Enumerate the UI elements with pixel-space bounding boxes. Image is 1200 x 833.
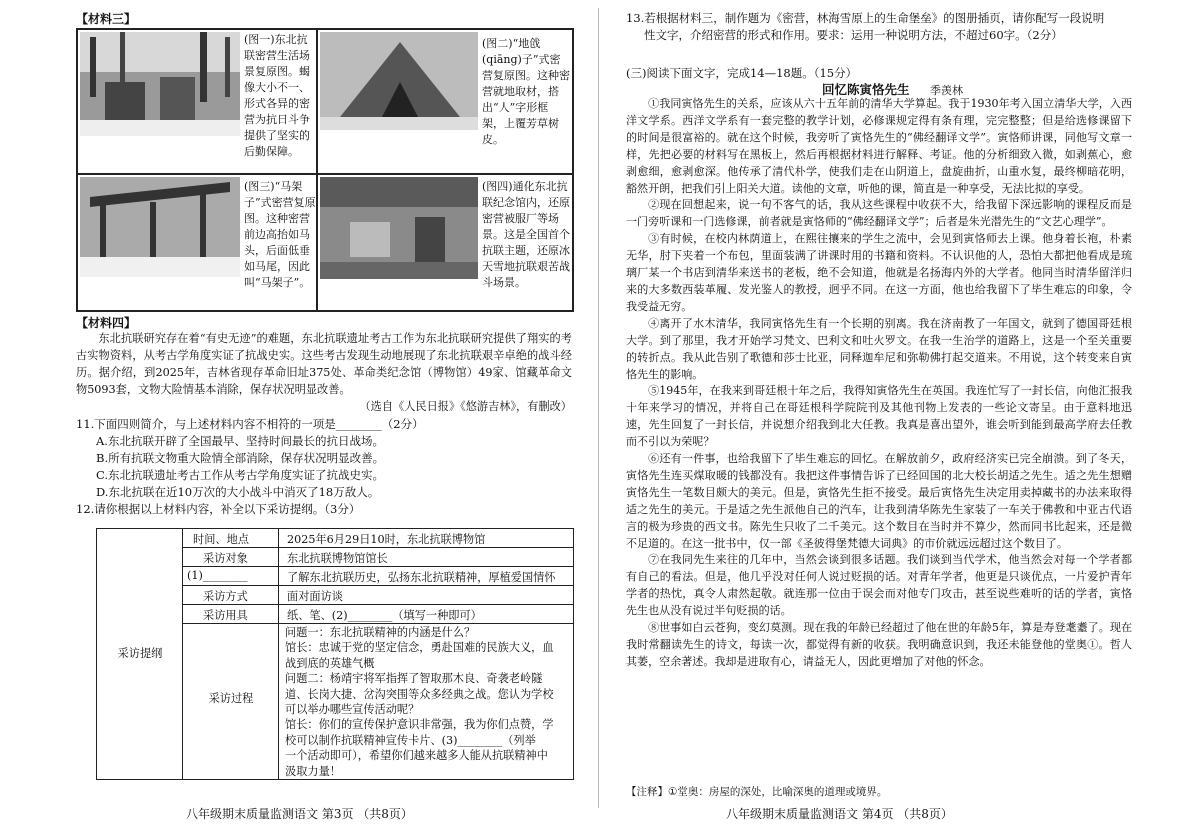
- figure-1-caption-side: (图一)东北抗联密营生活场景复原图。蝎像大小不一、形式各异的密营为抗日斗争提供了坚实的后勤保障。: [244, 33, 310, 158]
- article-author: 季羡林: [930, 84, 963, 97]
- process-line: 问题二：杨靖宇将军指挥了智取那木良、奇袭老岭隧: [285, 672, 543, 686]
- time-place-label: 时间、地点: [193, 533, 249, 546]
- time-place-value: 2025年6月29日10时，东北抗联博物馆: [287, 533, 486, 546]
- article-body: [626, 96, 1132, 671]
- process-line: 道、长岗大捷、岔沟突围等众多经典之战。您认为学校: [285, 687, 554, 701]
- article-paragraph: ⑦在我同先生来往的几年中，当然会谈到很多话题。我们谈到当代学术，他当然会对每一个学者都有自己的看法。但是，他几乎没对任何人说过贬损的话。对青年学者，他更是只谈优点，一片爱护青年学者的热忱，真令人肃然起敬。就连那一位由于误会而对他专门攻击，甚至说些难听的话的学者，寅恪先生也从没有说过半句贬损的话。: [626, 553, 1132, 618]
- figure-1-cell: [77, 29, 317, 174]
- right-page: [600, 0, 1200, 833]
- process-line: 馆长：忠诚于党的坚定信念，勇赴国难的民族大义，血: [285, 641, 554, 655]
- purpose-blank[interactable]: (1)________: [187, 569, 248, 582]
- q11-option-c: C.东北抗联遗址考古工作从考古学角度实证了抗战史实。: [96, 468, 385, 482]
- q11-option-b: B.所有抗联文物重大险情全部消除，保存状况明显改善。: [96, 451, 385, 465]
- process-label-cell: [183, 624, 279, 779]
- row-purpose: [183, 567, 573, 586]
- footnote: 【注释】①堂奥：房屋的深处，比喻深奥的道理或境界。: [626, 786, 888, 798]
- article-paragraph: ①我同寅恪先生的关系，应该从六十五年前的清华大学算起。我于1930年考入国立清华大学，入西洋文学系。西洋文学系有一套完整的教学计划，必修课规定得有条有理，完完整整；但是给选修课留下的时间是很富裕的。就在这个时候，我旁听了寅恪先生的“佛经翻译文学”。寅恪师讲课，同他写文章一样，先把必要的材料写在黑板上，然后再根据材料进行解释、考证。他的分析细致入微，如剥蕉心，愈剥愈细，愈剥愈深。他传承了清代朴学，使我们走在山阴道上，盘旋曲折，山重水复，最终柳暗花明，豁然开朗，把我们引上阳关大道。读他的文章，听他的课，简直是一种享受，无法比拟的享受。: [626, 97, 1132, 195]
- article-paragraph: ③有时候，在校内林荫道上，在熙往攘来的学生之流中，会见到寅恪师去上课。他身着长袍，朴素无华，肘下夹着一个布包，里面装满了讲课时用的书籍和资料。不认识他的人，恐怕大都把他看成是琉璃厂某一个书店到清华来送书的老板，绝不会知道，他就是名扬海内外的大学者。他同当时清华留洋归来的大多数西装革履、发光鉴人的教授，迥乎不同。在这一方面，他也给我留下了毕生难忘的印象，令我受益无穷。: [626, 232, 1132, 313]
- material3-image-grid: [76, 28, 574, 312]
- material3-header: 【材料三】: [76, 12, 137, 26]
- section3-header: (三)阅读下面文字，完成14—18题。（15分）: [626, 66, 858, 80]
- material4-source: （选自《人民日报》《悠游吉林》，有删改）: [359, 400, 572, 413]
- outline-label-cell: [97, 529, 183, 779]
- page-divider: [598, 8, 599, 808]
- method-label: 采访方式: [203, 590, 248, 603]
- process-line: 可以举办哪些宣传活动呢？: [285, 703, 420, 717]
- figure-2-cell: [317, 29, 573, 174]
- material4-header: 【材料四】: [76, 316, 137, 330]
- figure-3-caption: (图三)“马架子”式密营复原图。这种密营前边高抬如马头，后面低垂如马尾，因此叫“马架子”。: [244, 180, 316, 289]
- process-line: 一个活动即可），希望你们越来越多人能从抗联精神中: [285, 749, 548, 763]
- interview-outline-table: [96, 528, 574, 780]
- article-paragraph: ⑤1945年，在我来到哥廷根十年之后，我得知寅恪先生在英国。我连忙写了一封长信，向他汇报我十年来学习的情况，并将自己在哥廷根科学院院刊及其他刊物上发表的一些论文寄呈。由于意料地迅速，先生回复了一封长信，并说想介绍我到北大任教。我真是喜出望外，谁会听到能到最高学府去任教而不引以为荣呢？: [626, 384, 1132, 449]
- q11-stem: 11.下面四则简介，与上述材料内容不相符的一项是________（2分）: [76, 417, 424, 431]
- right-footer: 八年级期末质量监测语文 第4页 （共8页）: [726, 807, 953, 821]
- process-line: 问题一：东北抗联精神的内涵是什么？: [285, 626, 476, 639]
- row-time-place: [183, 529, 573, 548]
- q12-stem: 12.请你根据以上材料内容，补全以下采访提纲。（3分）: [76, 502, 361, 516]
- material4-text: 东北抗联研究存在着“有史无迹”的难题，东北抗联遗址考古工作为东北抗联研究提供了翔实的考古实物资料，从考古学角度实证了抗战史实。这些考古发现生动地展现了东北抗联艰辛卓绝的战斗经历。据介绍，到2025年，吉林省现存革命旧址375处、革命类纪念馆（博物馆）49家、馆藏革命文物5093套，文物大险情基本消除，保存状况明显改善。: [76, 332, 572, 396]
- process-line[interactable]: 校可以制作抗联精神宣传卡片、(3)________（列举: [285, 733, 536, 747]
- article-paragraph: ⑧世事如白云苍狗，变幻莫测。现在我的年龄已经超过了他在世的年龄5年，算是寿登耄耋了。现在我时常翻读先生的诗文，每读一次，都觉得有新的收获。我明确意识到，我还未能登他的堂奥①。哲人其萎，空余著述。我却是进取有心，请益无人，因此更增加了对他的怀念。: [626, 621, 1132, 668]
- q11-option-a: A.东北抗联开辟了全国最早、坚持时间最长的抗日战场。: [96, 434, 384, 448]
- outline-label: 采访提纲: [117, 647, 163, 660]
- figure-1-photo: [80, 32, 240, 136]
- row-target: [183, 548, 573, 567]
- process-line: 馆长：你们的宣传保护意识非常强，我为你们点赞，学: [285, 718, 554, 732]
- figure-3-photo: [80, 177, 240, 277]
- row-tools: [183, 605, 573, 624]
- process-content: [285, 625, 569, 779]
- article-title: 回忆陈寅恪先生: [822, 82, 910, 97]
- article-paragraph: ②现在回想起来，说一句不客气的话，我从这些课程中收获不大，给我留下深远影响的课程反而是一门旁听课和一门选修课，前者就是寅恪师的“佛经翻译文学”；后者是朱光潜先生的“文艺心理学”。: [626, 198, 1132, 229]
- left-footer: 八年级期末质量监测语文 第3页 （共8页）: [186, 807, 413, 821]
- q13-line-2: 性文字，介绍密营的形式和作用。要求：运用一种说明方法，不超过60字。（2分）: [644, 28, 1063, 42]
- row-method: [183, 586, 573, 605]
- article-paragraph: ④离开了水木清华，我同寅恪先生有一个长期的别离。我在济南教了一年国文，就到了德国哥廷根大学。到了那里，我才开始学习梵文、巴利文和吐火罗文。在我一生治学的道路上，这是一个至关重要的转折点。我从此告别了歌德和莎士比亚，同释迦牟尼和弥勒佛打起交道来。不用说，这个转变来自寅恪先生的影响。: [626, 316, 1132, 381]
- figure-3-cell: [77, 174, 317, 311]
- figure-4-photo: [320, 177, 478, 279]
- purpose-value: 了解东北抗联历史，弘扬东北抗联精神，厚植爱国情怀: [287, 571, 556, 584]
- figure-4-caption: (图四)通化东北抗联纪念馆内，还原密营被服厂等场景。这是全国首个抗联主题，还原冰天雪地抗联艰苦战斗场景。: [482, 180, 570, 289]
- q11-option-d: D.东北抗联在近10万次的大小战斗中消灭了18万敌人。: [96, 485, 380, 499]
- target-value: 东北抗联博物馆馆长: [287, 552, 388, 565]
- target-label: 采访对象: [203, 552, 248, 565]
- article-paragraph: ⑥还有一件事，也给我留下了毕生难忘的回忆。在解放前夕，政府经济实已完全崩溃。到了冬天，寅恪先生连买煤取暖的钱都没有。我把这件事情告诉了已经回国的北大校长胡适之先生。适之先生想赠寅恪先生一笔数目颇大的美元。但是，寅恪先生拒不接受。最后寅恪先生决定用卖掉藏书的办法来取得适之先生的美元。于是适之先生派他自己的汽车，让我到清华陈先生家装了一车关于佛教和中亚古代语言的极为珍贵的西文书。陈先生只收了二千美元。这个数目在当时并不算少，然而同书比起来，还是微不足道的。在这一批书中，仅一部《圣彼得堡梵德大词典》的市价就远远超过这个数目了。: [626, 452, 1132, 550]
- method-value: 面对面访谈: [287, 590, 343, 603]
- figure-4-cell: [317, 174, 573, 311]
- process-line: 汲取力量！: [285, 764, 341, 778]
- tools-label: 采访用具: [203, 609, 248, 622]
- figure-2-caption: (图二)“地戗(qiāng)子”式密营复原图。这种密营就地取材，搭出“人”字形框架，上覆芳草树皮。: [482, 37, 570, 146]
- process-line: 战到底的英雄气概: [285, 656, 375, 670]
- q13-line-1: 13.若根据材料三，制作题为《密营，林海雪原上的生命堡垒》的图册插页，请你配写一段说明: [626, 11, 1105, 25]
- tools-value[interactable]: 纸、笔、(2)________（填写一种即可）: [287, 609, 482, 622]
- figure-2-photo: [320, 32, 478, 130]
- process-label: 采访过程: [208, 692, 254, 705]
